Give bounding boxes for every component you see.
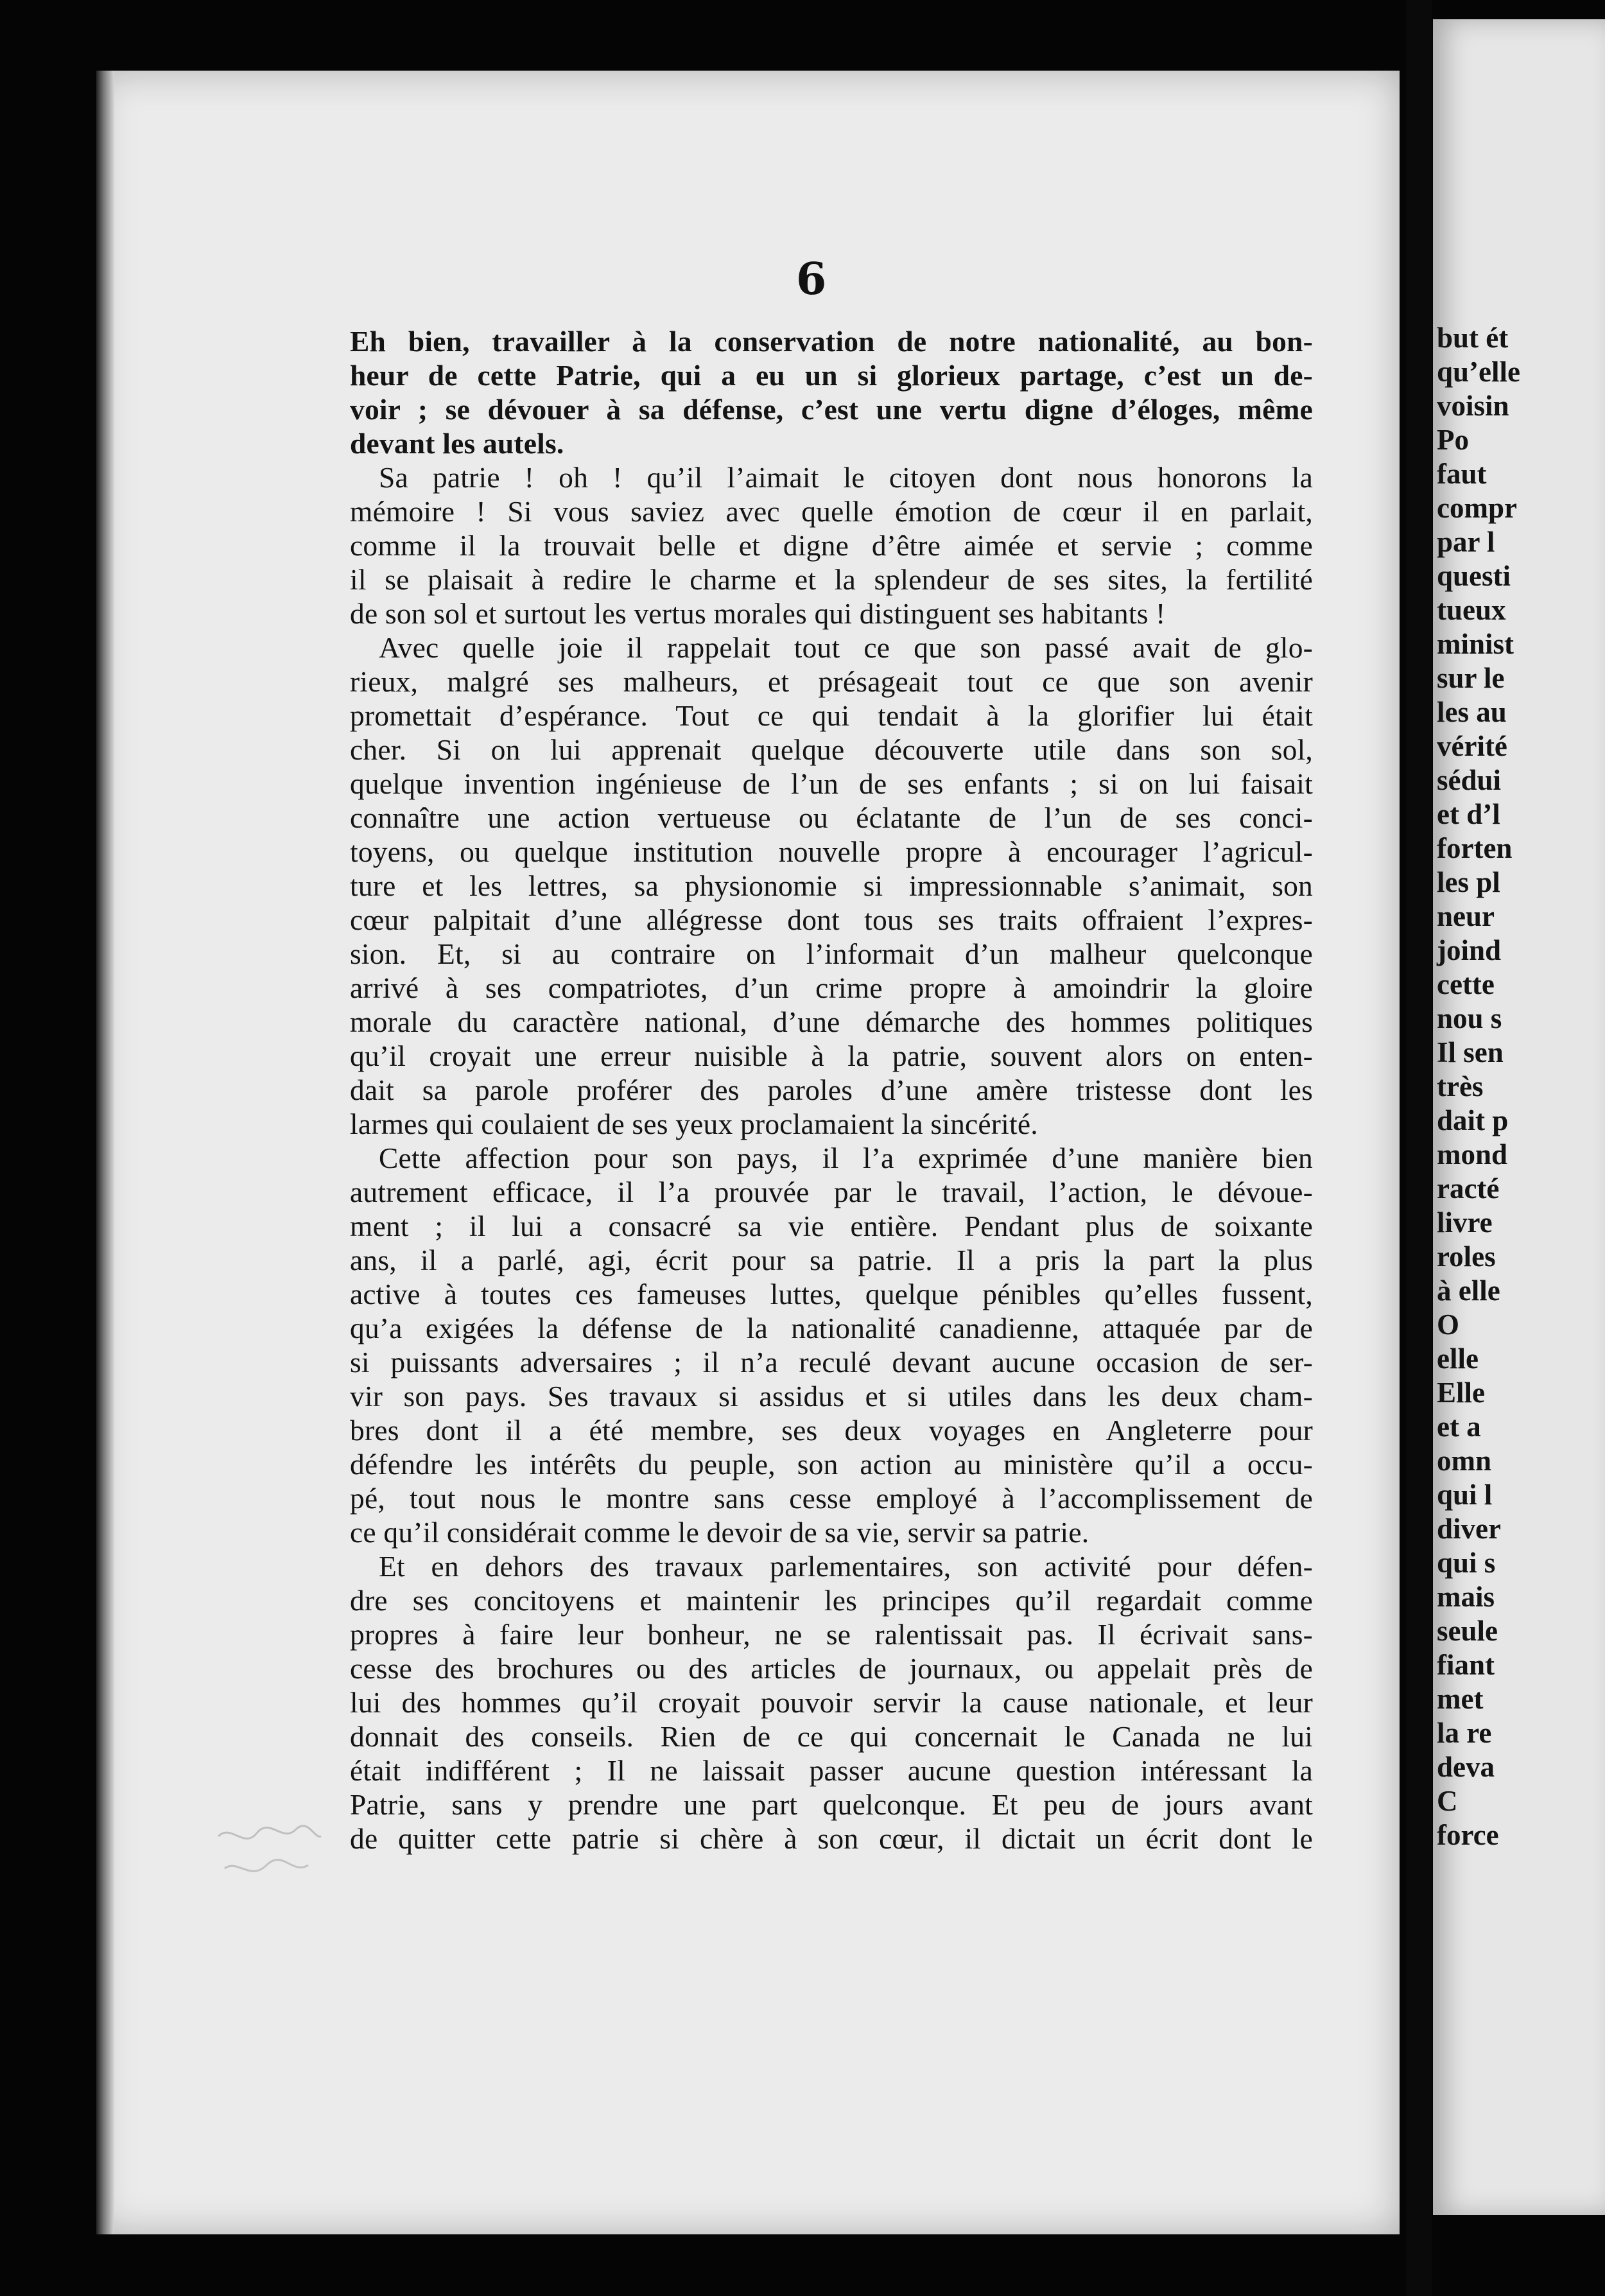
right-page-line: mais <box>1437 1581 1495 1613</box>
margin-scribble-icon <box>212 1811 327 1900</box>
text-line: heur de cette Patrie, qui a eu un si glorieux partage, c’est un de- <box>350 359 1313 392</box>
text-line: Avec quelle joie il rappelait tout ce que son passé avait de glo- <box>379 631 1313 664</box>
text-line: de quitter cette patrie si chère à son cœur, il dictait un écrit dont le <box>350 1822 1313 1855</box>
text-line: ans, il a parlé, agi, écrit pour sa patrie. Il a pris la part la plus <box>350 1244 1313 1276</box>
right-page-line: O <box>1437 1309 1460 1341</box>
page-number: 6 <box>796 254 827 305</box>
text-line: sion. Et, si au contraire on l’informait d’un malheur quelconque <box>350 937 1313 970</box>
right-page-line: vérité <box>1437 730 1507 762</box>
text-line: promettait d’espérance. Tout ce qui tendait à la glorifier lui était <box>350 699 1313 732</box>
right-page-line: forten <box>1437 832 1513 864</box>
text-line: de son sol et surtout les vertus morales qui distinguent ses habitants ! <box>350 597 1166 630</box>
text-line: cher. Si on lui apprenait quelque découverte utile dans son sol, <box>350 733 1313 766</box>
right-page-line: seule <box>1437 1615 1498 1647</box>
text-line: lui des hommes qu’il croyait pouvoir servir la cause nationale, et leur <box>350 1686 1313 1719</box>
text-line: comme il la trouvait belle et digne d’être aimée et servie ; comme <box>350 529 1313 562</box>
text-line: larmes qui coulaient de ses yeux proclamaient la sincérité. <box>350 1108 1038 1140</box>
right-page-line: dait p <box>1437 1104 1509 1136</box>
right-page-line: faut <box>1437 458 1487 490</box>
text-line: défendre les intérêts du peuple, son action au ministère qu’il a occu- <box>350 1448 1313 1481</box>
right-page-line: et d’l <box>1437 798 1500 830</box>
right-page-line: joind <box>1437 934 1502 966</box>
right-page-line: sur le <box>1437 662 1505 694</box>
right-page-line: omn <box>1437 1445 1492 1477</box>
text-line: donnait des conseils. Rien de ce qui concernait le Canada ne lui <box>350 1720 1313 1753</box>
text-line: vir son pays. Ses travaux si assidus et si utiles dans les deux cham- <box>350 1380 1313 1413</box>
text-line: toyens, ou quelque institution nouvelle propre à encourager l’agricul- <box>350 835 1313 868</box>
right-page-line: la re <box>1437 1717 1492 1749</box>
right-page-line: les au <box>1437 696 1507 728</box>
text-line: arrivé à ses compatriotes, d’un crime propre à amoindrir la gloire <box>350 971 1313 1004</box>
text-line: Eh bien, travailler à la conservation de notre nationalité, au bon- <box>350 325 1313 358</box>
text-line: si puissants adversaires ; il n’a reculé devant aucune occasion de ser- <box>350 1346 1313 1378</box>
right-page-line: roles <box>1437 1240 1496 1273</box>
text-line: Et en dehors des travaux parlementaires, son activité pour défen- <box>379 1550 1313 1583</box>
right-page-line: sédui <box>1437 764 1502 796</box>
right-page-line: elle <box>1437 1343 1479 1375</box>
text-line: il se plaisait à redire le charme et la splendeur de ses sites, la fertilité <box>350 563 1313 596</box>
right-page-line: diver <box>1437 1513 1501 1545</box>
right-page-line: neur <box>1437 900 1495 932</box>
text-line: Cette affection pour son pays, il l’a exprimée d’une manière bien <box>379 1142 1313 1174</box>
text-line: ment ; il lui a consacré sa vie entière. Pendant plus de soixante <box>350 1210 1313 1242</box>
text-line: dre ses concitoyens et maintenir les principes qu’il regardait comme <box>350 1584 1313 1617</box>
text-line: ce qu’il considérait comme le devoir de sa vie, servir sa patrie. <box>350 1516 1089 1549</box>
right-page-line: nou s <box>1437 1002 1502 1034</box>
text-line: était indifférent ; Il ne laissait passer aucune question intéressant la <box>350 1754 1313 1787</box>
right-page-line: but ét <box>1437 322 1509 354</box>
body-text <box>350 324 1313 1856</box>
right-page-line: qui s <box>1437 1547 1496 1579</box>
right-page-line: Po <box>1437 424 1469 456</box>
left-page-edge <box>96 71 114 2234</box>
right-page-line: Elle <box>1437 1377 1485 1409</box>
right-page-line: Il sen <box>1437 1036 1504 1068</box>
text-line: cœur palpitait d’une allégresse dont tous ses traits offraient l’expres- <box>350 903 1313 936</box>
right-page-line: voisin <box>1437 390 1509 422</box>
text-line: pé, tout nous le montre sans cesse employé à l’accomplissement de <box>350 1482 1313 1515</box>
right-page-line: force <box>1437 1819 1499 1851</box>
right-page-line: tueux <box>1437 594 1506 626</box>
text-line: active à toutes ces fameuses luttes, quelque pénibles qu’elles fussent, <box>350 1278 1313 1310</box>
text-line: voir ; se dévouer à sa défense, c’est une vertu digne d’éloges, même <box>350 393 1313 426</box>
right-page-text <box>1437 321 1605 1852</box>
text-line: rieux, malgré ses malheurs, et présageait tout ce que son avenir <box>350 665 1313 698</box>
right-page-line: fiant <box>1437 1649 1495 1681</box>
right-page-line: par l <box>1437 526 1495 558</box>
right-page-line: très <box>1437 1070 1484 1102</box>
text-line: mémoire ! Si vous saviez avec quelle émotion de cœur il en parlait, <box>350 495 1313 528</box>
right-page-line: et a <box>1437 1411 1481 1443</box>
text-line: cesse des brochures ou des articles de journaux, ou appelait près de <box>350 1652 1313 1685</box>
right-page-line: racté <box>1437 1172 1500 1205</box>
right-page-line: compr <box>1437 492 1517 524</box>
right-page-line: à elle <box>1437 1274 1500 1307</box>
right-page-line: minist <box>1437 628 1514 660</box>
text-line: connaître une action vertueuse ou éclatante de l’un de ses conci- <box>350 801 1313 834</box>
right-page-line: livre <box>1437 1206 1493 1239</box>
text-line: qu’a exigées la défense de la nationalité canadienne, attaquée par de <box>350 1312 1313 1344</box>
text-line: ture et les lettres, sa physionomie si impressionnable s’animait, son <box>350 869 1313 902</box>
right-page-line: les pl <box>1437 866 1500 898</box>
right-page-line: deva <box>1437 1751 1495 1783</box>
right-page-line: met <box>1437 1683 1484 1715</box>
text-line: quelque invention ingénieuse de l’un de ses enfants ; si on lui faisait <box>350 767 1313 800</box>
page-gutter <box>1406 0 1432 2296</box>
right-page-line: qui l <box>1437 1479 1493 1511</box>
text-line: dait sa parole proférer des paroles d’une amère tristesse dont les <box>350 1074 1313 1106</box>
right-page-line: C <box>1437 1785 1458 1817</box>
text-line: qu’il croyait une erreur nuisible à la patrie, souvent alors on enten- <box>350 1039 1313 1072</box>
text-line: Sa patrie ! oh ! qu’il l’aimait le citoyen dont nous honorons la <box>379 461 1313 494</box>
text-line: autrement efficace, il l’a prouvée par le travail, l’action, le dévoue- <box>350 1176 1313 1208</box>
text-line: bres dont il a été membre, ses deux voyages en Angleterre pour <box>350 1414 1313 1447</box>
text-line: devant les autels. <box>350 427 564 460</box>
right-page-line: cette <box>1437 968 1495 1000</box>
right-page-line: questi <box>1437 560 1511 592</box>
text-line: Patrie, sans y prendre une part quelconque. Et peu de jours avant <box>350 1788 1313 1821</box>
right-page-line: qu’elle <box>1437 356 1520 388</box>
text-line: propres à faire leur bonheur, ne se ralentissait pas. Il écrivait sans- <box>350 1618 1313 1651</box>
right-page-line: mond <box>1437 1138 1508 1170</box>
text-line: morale du caractère national, d’une démarche des hommes politiques <box>350 1005 1313 1038</box>
